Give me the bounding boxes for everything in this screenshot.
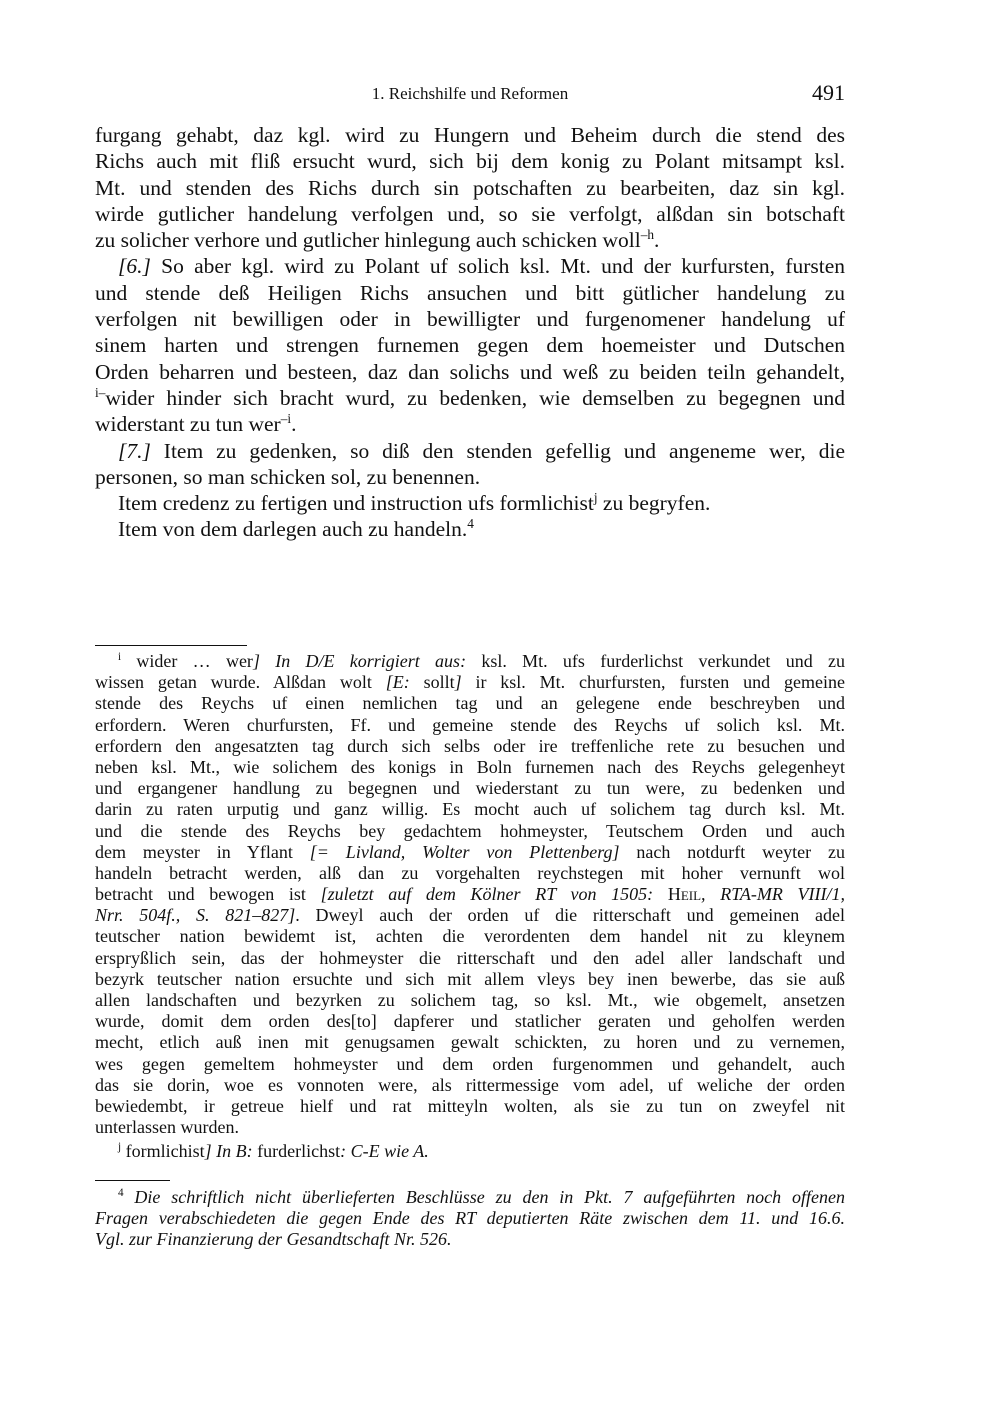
text-line: [95, 227, 845, 253]
text-line: [95, 1096, 845, 1117]
text-segment: Vgl. zur Finanzierung der Gesandtschaft Nr. 526.: [95, 1229, 452, 1250]
text-segment: Nrr. 504f., S. 821–827]: [95, 905, 296, 926]
text-line: [95, 359, 845, 385]
text-line: [95, 280, 845, 306]
text-line: [95, 1117, 845, 1138]
text-line: [95, 948, 845, 969]
text-segment: wes gegen gemeltem hohmeyster und dem orden furgenommen und gehandelt, auch: [95, 1053, 845, 1074]
text-segment: bezyrk teutscher nation ersuchte und sich mit allem vleys bey inen bewerbe, das sie auß: [95, 968, 845, 989]
text-segment: unterlassen wurden.: [95, 1117, 239, 1138]
note-marker: 4: [467, 516, 474, 532]
text-segment: ksl. Mt. ufs furderlichst verkundet und zu: [466, 651, 845, 671]
text-line: [95, 1075, 845, 1096]
text-line: [95, 778, 845, 799]
text-line: [95, 1208, 845, 1229]
text-segment: [= Livland, Wolter von Plettenberg]: [309, 841, 620, 862]
text-segment: und ergangener handlung zu begegnen und wiederstant zu tun were, zu bedenken und: [95, 778, 845, 799]
running-title: 1. Reichshilfe und Reformen: [371, 84, 569, 103]
text-line: [95, 1229, 845, 1250]
text-segment: Item von dem darlegen auch zu handeln.: [118, 517, 468, 542]
text-segment: mecht, etlich auß inen mit genugsamen gewalt schickten, zu horen und zu vernemen,: [95, 1032, 845, 1053]
text-line: [95, 672, 845, 693]
text-line: [95, 1054, 845, 1075]
text-segment: Mt. und stenden des Richs durch sin potschaften zu bearbeiten, daz sin kgl.: [95, 175, 845, 200]
text-segment: stende des Reychs uf einen nemlichen tag und an gelegene ende beschreyben und: [95, 693, 845, 714]
text-segment: erfordern den angesatzten tag durch sich selbs oder ire treffenliche rete zu besuchen und: [95, 735, 845, 756]
text-line: [95, 438, 845, 464]
text-line: [95, 736, 845, 757]
note-marker: 4: [118, 1187, 124, 1199]
text-line: [95, 464, 845, 490]
text-segment: wider … wer: [121, 651, 253, 671]
text-segment: Orden beharren und besteen, daz dan solichs und weß zu beiden teiln gehandelt,: [95, 359, 845, 384]
text-line: [95, 990, 845, 1011]
page-number: 491: [812, 80, 845, 105]
text-segment: und die stende des Reychs bey gedachtem hohmeyster, Teutschem Orden und auch: [95, 820, 845, 841]
text-segment: Die schriftlich nicht überlieferten Beschlüsse zu den in Pkt. 7 aufgeführten noch offenen: [123, 1187, 845, 1207]
note-marker: i–: [95, 384, 106, 400]
text-segment: sinem harten und strengen furnemen gegen dem hoemeister und Dutschen: [95, 333, 845, 358]
text-segment: wider hinder sich bracht wurd, zu bedenken, wie demselben zu begegnen und: [105, 385, 845, 410]
text-segment: [E:: [385, 672, 410, 693]
note-marker: j: [118, 1141, 122, 1153]
main-text: [95, 122, 845, 543]
text-line: [95, 411, 845, 437]
text-line: [95, 1011, 845, 1032]
text-segment: formlichist: [121, 1141, 205, 1161]
text-line: [95, 715, 845, 736]
text-segment: , RTA-MR VIII/1,: [701, 884, 845, 905]
note-marker: –h: [640, 227, 655, 243]
text-segment: dem meyster in Yflant: [95, 841, 310, 862]
text-line: [95, 926, 845, 947]
text-segment: handeln betracht werden, alß dan zu vorgehalten reychstegen mit hoher vernunft wol: [95, 862, 845, 883]
text-segment: ir ksl. Mt. churfursten, fursten und gemeine: [461, 672, 845, 693]
text-segment: .: [654, 228, 660, 253]
text-line: [95, 969, 845, 990]
text-line: [95, 490, 845, 516]
footnote-j: [95, 1141, 845, 1162]
text-line: [95, 332, 845, 358]
text-segment: sollt: [409, 672, 455, 693]
footnote-4: [95, 1187, 845, 1251]
text-segment: Richs auch mit fliß ersucht wurd, sich bij dem konig zu Polant mitsampt ksl.: [95, 149, 845, 174]
text-line: [95, 693, 845, 714]
text-segment: ]: [454, 672, 462, 693]
text-segment: : C-E wie A.: [340, 1141, 429, 1161]
text-line: [95, 651, 845, 672]
text-segment: furderlichst: [252, 1141, 341, 1161]
text-segment: zu solicher verhore und gutlicher hinlegung auch schicken woll: [95, 228, 641, 253]
text-line: [95, 201, 845, 227]
text-line: [95, 842, 845, 863]
text-segment: ] In B:: [204, 1141, 253, 1161]
text-line: [95, 253, 845, 279]
text-segment: darin zu raten urputig und ganz willig. Es mocht auch uf solichem tag durch ksl. Mt.: [95, 799, 845, 820]
text-line: [95, 1187, 845, 1208]
text-line: [95, 148, 845, 174]
text-line: [95, 122, 845, 148]
text-line: [95, 175, 845, 201]
text-segment: Item zu gedenken, so diß den stenden gefellig und angeneme wer, die: [150, 438, 845, 463]
text-segment: und stende deß Heiligen Richs ansuchen und bitt gütlicher handelung zu: [95, 280, 845, 305]
text-line: [95, 799, 845, 820]
text-segment: . Dweyl auch der orden uf die ritterschaft und gemeinen adel: [295, 905, 846, 926]
text-segment: So aber kgl. wird zu Polant uf solich ksl. Mt. und der kurfursten, fursten: [150, 254, 845, 279]
text-segment: zu begryfen.: [597, 491, 711, 516]
note-marker: j: [593, 490, 598, 505]
text-line: [95, 821, 845, 842]
text-segment: personen, so man schicken sol, zu benennen.: [95, 464, 481, 489]
text-line: [95, 385, 845, 411]
footnote-divider: [95, 645, 247, 646]
text-segment: betracht und bewogen ist: [95, 884, 321, 905]
text-line: [95, 306, 845, 332]
text-segment: allen landschaften und bezyrken zu solichem tag, so ksl. Mt., wie obgemelt, ansetzen: [95, 990, 845, 1010]
running-header: [95, 80, 845, 108]
text-segment: wurde, domit dem orden des[to] dapferer und statlicher geraten und geholfen werden: [95, 1011, 845, 1032]
footnote-i: [95, 651, 845, 1138]
text-segment: das sie dorin, woe es vonnoten were, als rittermessige vom adel, uf weliche der orden: [95, 1074, 845, 1095]
note-marker: –i: [280, 411, 292, 427]
text-line: [95, 863, 845, 884]
text-segment: [zuletzt auf dem Kölner RT von 1505:: [320, 884, 668, 905]
text-segment: erspryßlich sein, das der hohmeyster die ritterschaft und den adel aller landschaft und: [95, 947, 845, 968]
text-line: [95, 1141, 845, 1162]
text-line: [95, 516, 845, 542]
text-segment: .: [291, 412, 297, 437]
text-segment: Heil: [667, 884, 702, 905]
note-marker: i: [118, 651, 122, 663]
text-segment: erfordern. Weren churfursten, Ff. und gemeine stende des Reychs uf solich ksl. Mt.: [95, 714, 845, 735]
text-line: [95, 884, 845, 905]
footnote-divider-numbered: [95, 1180, 170, 1181]
text-segment: teutscher nation bewidemt ist, achten die verordenten dem handel nit zu kleynem: [95, 926, 845, 947]
text-segment: furgang gehabt, daz kgl. wird zu Hungern und Beheim durch die stend des: [95, 123, 845, 147]
text-segment: Item credenz zu fertigen und instruction ufs formlichist: [118, 491, 594, 516]
text-line: [95, 1032, 845, 1053]
text-line: [95, 905, 845, 926]
text-segment: [6.]: [118, 254, 151, 279]
text-segment: wissen getan wurde. Alßdan wolt: [95, 672, 386, 693]
text-segment: Fragen verabschiedeten die gegen Ende des RT deputierten Räte zwischen dem 11. und 16.6.: [95, 1208, 845, 1229]
text-line: [95, 757, 845, 778]
text-segment: neben ksl. Mt., wie solichem des konigs in Boln furnemen nach des Reychs gelegenheyt: [95, 756, 845, 777]
text-segment: wirde gutlicher handelung verfolgen und, so sie verfolgt, alßdan sin botschaft: [95, 201, 845, 226]
text-segment: widerstant zu tun wer: [95, 412, 281, 437]
text-segment: verfolgen nit bewilligen oder in bewilligter und furgenomener handelung uf: [95, 307, 845, 332]
text-segment: [7.]: [118, 438, 151, 463]
text-segment: bewiedembt, ir getreue hielf und rat mitteyln wolten, als sie zu tun on zweyfel nit: [95, 1095, 845, 1116]
text-segment: nach notdurft weyter zu: [619, 841, 845, 862]
text-segment: ] In D/E korrigiert aus:: [252, 651, 467, 671]
